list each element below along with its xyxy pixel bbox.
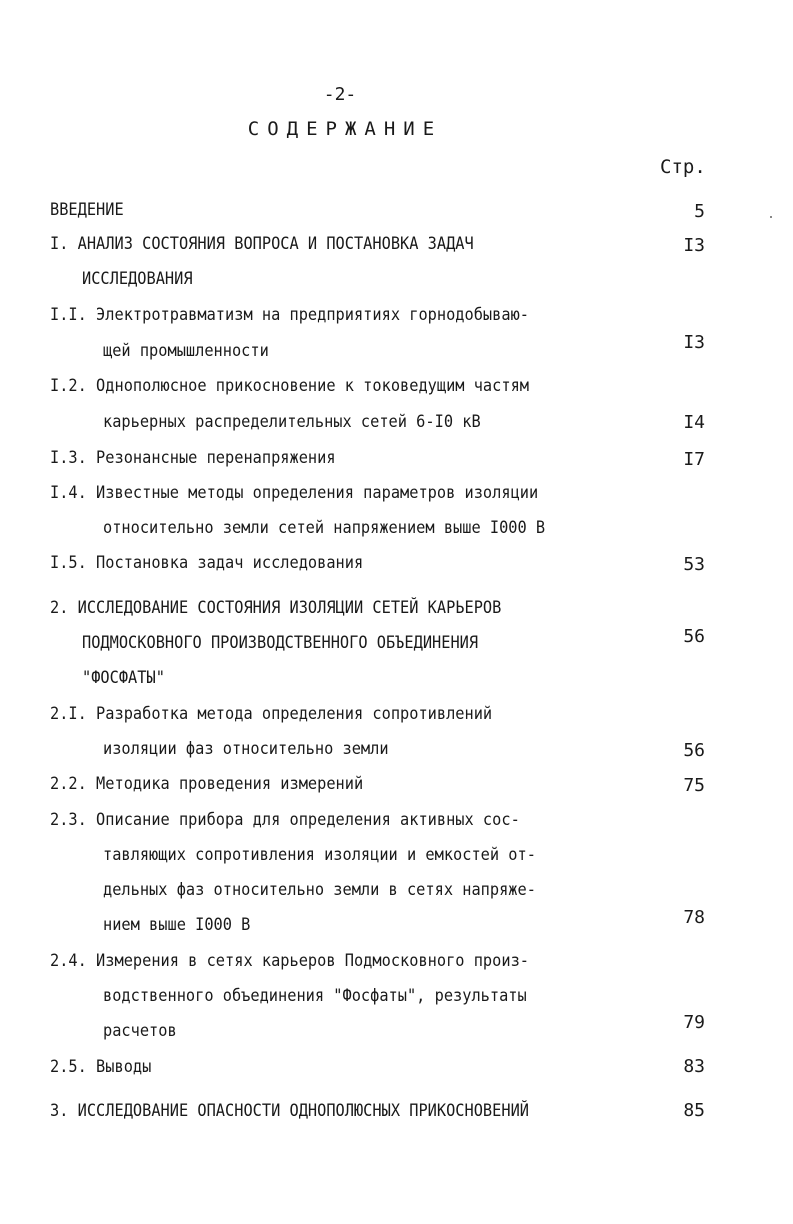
toc-page-chapter-2: 56 (683, 626, 705, 647)
toc-entry-2-5: 2.5. Выводы (50, 1057, 152, 1077)
toc-entry-1-4-line-1: I.4. Известные методы определения параметров изоляции (50, 483, 539, 503)
toc-entry-introduction: ВВЕДЕНИЕ (50, 200, 124, 220)
toc-page-1-2: I4 (683, 412, 705, 433)
toc-entry-2-1-line-2: изоляции фаз относительно земли (103, 739, 389, 759)
toc-entry-1-2-line-1: I.2. Однополюсное прикосновение к токоведущим частям (50, 376, 529, 396)
page-number: -2- (323, 84, 357, 105)
toc-entry-2-4-line-2: водственного объединения "Фосфаты", результаты (103, 986, 527, 1006)
page-column-header: Стр. (660, 156, 706, 178)
toc-entry-1-2-line-2: карьерных распределительных сетей 6-I0 кВ (103, 412, 481, 432)
toc-entry-chapter-2-line-2: ПОДМОСКОВНОГО ПРОИЗВОДСТВЕННОГО ОБЪЕДИНЕНИЯ (82, 633, 479, 653)
toc-page-2-1: 56 (683, 740, 705, 761)
toc-entry-chapter-1-line-2: ИССЛЕДОВАНИЯ (82, 269, 193, 289)
toc-entry-2-3-line-4: нием выше I000 В (103, 915, 251, 935)
toc-entry-2-1-line-1: 2.I. Разработка метода определения сопротивлений (50, 704, 493, 724)
toc-entry-2-3-line-1: 2.3. Описание прибора для определения активных сос- (50, 810, 520, 830)
document-title: СОДЕРЖАНИЕ (247, 118, 443, 140)
toc-page-2-5: 83 (683, 1056, 705, 1077)
toc-entry-chapter-2-line-1: 2. ИССЛЕДОВАНИЕ СОСТОЯНИЯ ИЗОЛЯЦИИ СЕТЕЙ КАРЬЕРОВ (50, 598, 502, 618)
toc-page-chapter-1: I3 (683, 235, 705, 256)
toc-page-2-4: 79 (683, 1012, 705, 1033)
toc-page-introduction: 5 (694, 201, 705, 222)
toc-entry-2-3-line-2: тавляющих сопротивления изоляции и емкостей от- (103, 845, 536, 865)
toc-entry-chapter-3: 3. ИССЛЕДОВАНИЕ ОПАСНОСТИ ОДНОПОЛЮСНЫХ ПРИКОСНОВЕНИЙ (50, 1101, 529, 1121)
toc-entry-2-3-line-3: дельных фаз относительно земли в сетях напряже- (103, 880, 536, 900)
toc-entry-1-4-line-2: относительно земли сетей напряжением выше I000 В (103, 518, 546, 538)
toc-entry-2-4-line-1: 2.4. Измерения в сетях карьеров Подмосковного произ- (50, 951, 529, 971)
toc-page-1-1: I3 (683, 332, 705, 353)
toc-page-chapter-3: 85 (683, 1100, 705, 1121)
toc-entry-2-4-line-3: расчетов (103, 1021, 177, 1041)
toc-page-1-3: I7 (683, 449, 705, 470)
toc-entry-1-1-line-2: щей промышленности (103, 341, 269, 361)
toc-page-1-5: 53 (683, 554, 705, 575)
toc-page-2-2: 75 (683, 775, 705, 796)
scan-speck (770, 216, 772, 218)
toc-entry-1-1-line-1: I.I. Электротравматизм на предприятиях горнодобываю- (50, 305, 529, 325)
toc-entry-chapter-2-line-3: "ФОСФАТЫ" (82, 668, 165, 688)
toc-entry-1-3: I.3. Резонансные перенапряжения (50, 448, 336, 468)
toc-entry-1-5: I.5. Постановка задач исследования (50, 553, 364, 573)
toc-page-2-3: 78 (683, 907, 705, 928)
toc-entry-2-2: 2.2. Методика проведения измерений (50, 774, 364, 794)
toc-entry-chapter-1-line-1: I. АНАЛИЗ СОСТОЯНИЯ ВОПРОСА И ПОСТАНОВКА ЗАДАЧ (50, 234, 474, 254)
